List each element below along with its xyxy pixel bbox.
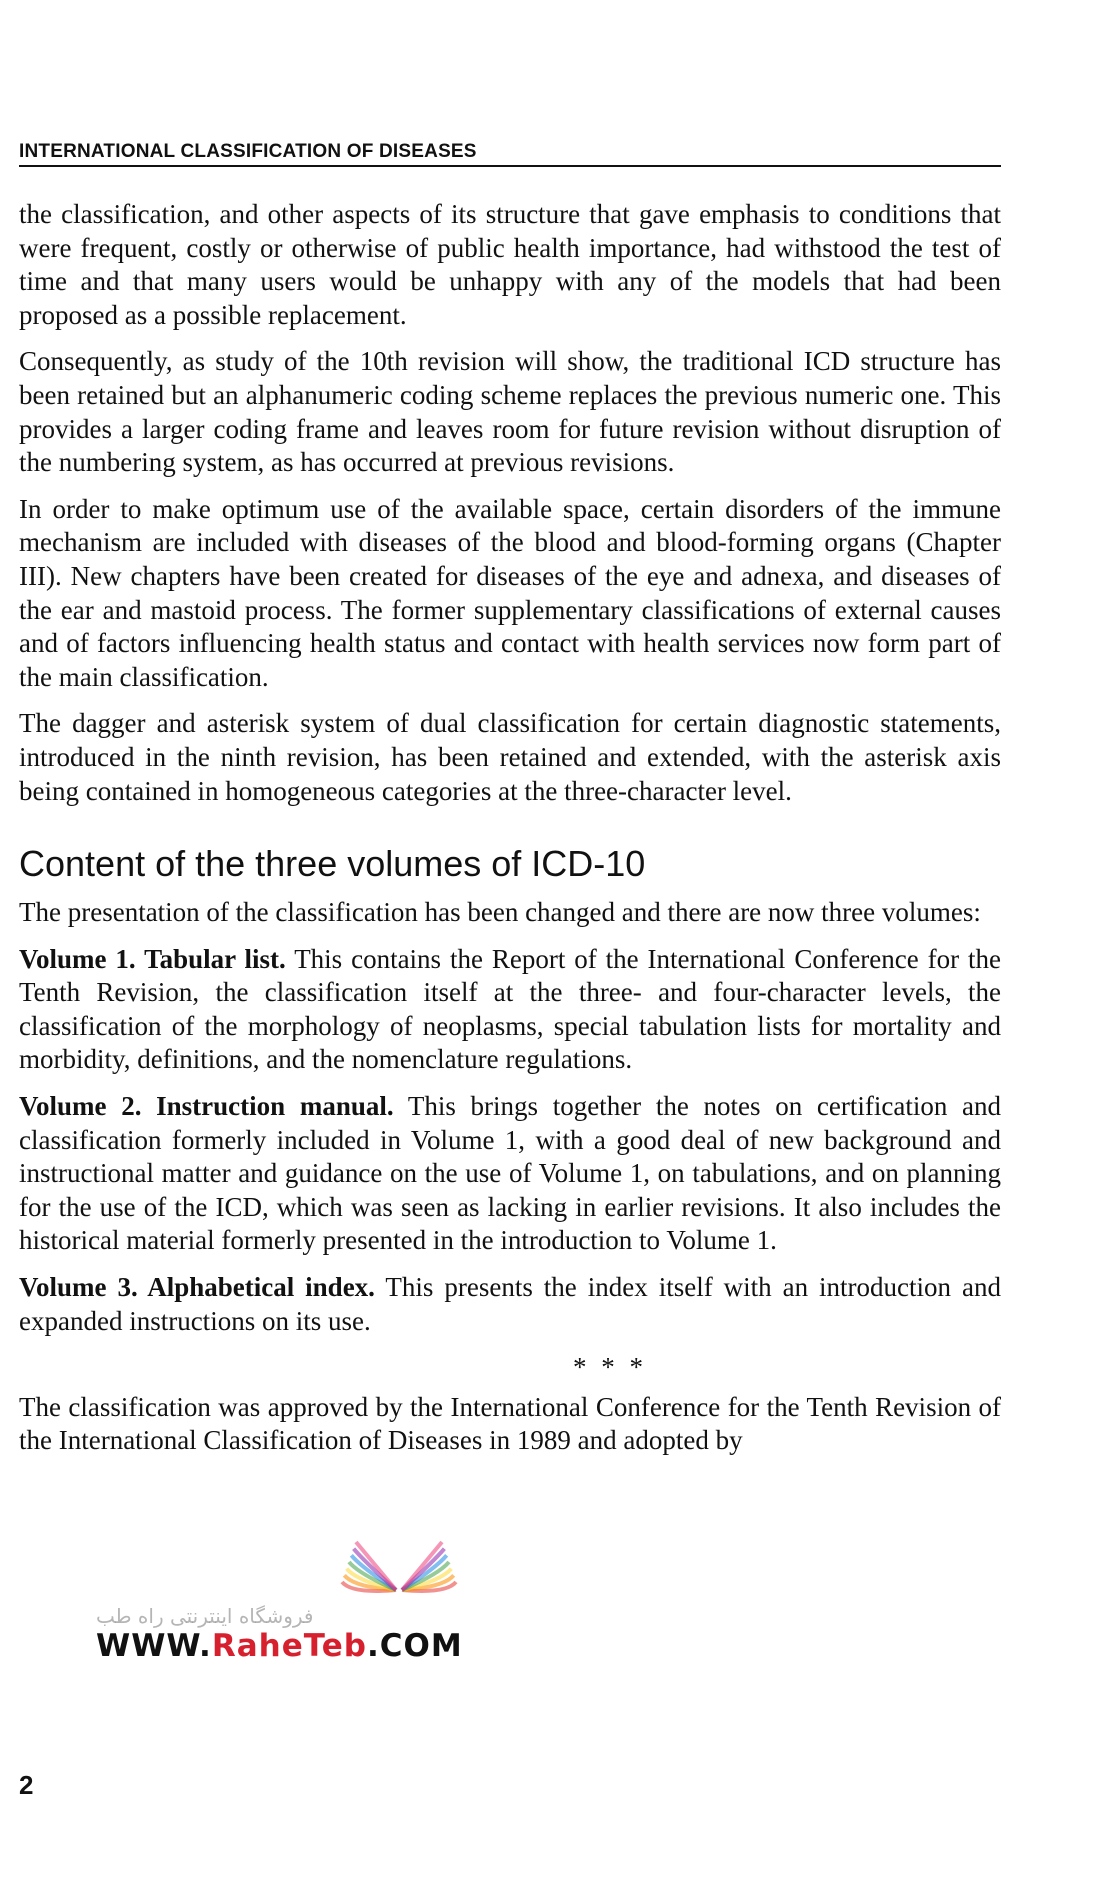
fan-stroke-right bbox=[402, 1562, 449, 1590]
volume-2-entry bbox=[19, 1090, 1001, 1258]
watermark-url-suffix: .COM bbox=[366, 1628, 463, 1664]
rahe-teb-watermark bbox=[96, 1512, 476, 1662]
volume-3-label: Volume 3. Alphabetical index. bbox=[19, 1272, 375, 1303]
fan-stroke-right bbox=[402, 1555, 447, 1590]
fan-stroke-left bbox=[347, 1569, 396, 1590]
section-intro: The presentation of the classification has been changed and there are now three volumes: bbox=[19, 897, 981, 928]
fan-stroke-left bbox=[354, 1549, 396, 1590]
fan-stroke-right bbox=[402, 1575, 454, 1590]
paragraph-3: In order to make optimum use of the available space, certain disorders of the immune mechanism are included with diseases of the blood and blood-forming organs (Chapter III). New chapters have been created for diseases of the eye and adnexa, and diseases of the ear and mastoid process. The former supplementary classifications of external causes and of factors influencing health status and contact with health services now form part of the main classification. bbox=[19, 493, 1001, 692]
book-fan-logo-icon bbox=[334, 1512, 464, 1602]
closing-paragraph: The classification was approved by the International Conference for the Tenth Revision of the International Classification of Diseases in 1989 and adopted by bbox=[19, 1391, 1001, 1456]
section-heading: Content of the three volumes of ICD-10 bbox=[19, 843, 646, 885]
fan-stroke-right bbox=[402, 1569, 451, 1590]
fan-stroke-left bbox=[356, 1542, 396, 1590]
volume-3-text: This presents the index itself with an introduction and expanded instructions on its use. bbox=[19, 1272, 1001, 1336]
body-text bbox=[19, 198, 1001, 1471]
fan-stroke-right bbox=[402, 1542, 442, 1590]
running-header: INTERNATIONAL CLASSIFICATION OF DISEASES bbox=[19, 141, 1001, 167]
watermark-url-prefix: WWW. bbox=[96, 1628, 212, 1664]
fan-stroke-left bbox=[349, 1562, 396, 1590]
fan-stroke-left bbox=[351, 1555, 396, 1590]
volume-3-entry bbox=[19, 1271, 1001, 1338]
volume-1-text: This contains the Report of the International Conference for the Tenth Revision, the classification itself at the three- and four-character levels, the classification of the morphology of neoplasms, special tabulation lists for mortality and morbidity, definitions, and the nomenclature regulations. bbox=[19, 943, 1001, 1075]
watermark-url-brand: RaheTeb bbox=[211, 1628, 367, 1664]
fan-stroke-right bbox=[402, 1582, 456, 1591]
fan-stroke-left bbox=[344, 1575, 396, 1590]
paragraph-4: The dagger and asterisk system of dual classification for certain diagnostic statements, introduced in the ninth revision, has been retained and extended, with the asterisk axis being contained in homogeneous categories at the three-character level. bbox=[19, 708, 1001, 806]
volume-2-text: This brings together the notes on certification and classification formerly included in Volume 1, with a good deal of new background and instructional matter and guidance on the use of Volume 1, on tabulations, and on planning for the use of the ICD, which was seen as lacking in earlier revisions. It also includes the historical material formerly presented in the introduction to Volume 1. bbox=[19, 1091, 1001, 1256]
page-number: 2 bbox=[19, 1770, 34, 1800]
fan-stroke-right bbox=[402, 1549, 444, 1590]
volume-1-label: Volume 1. Tabular list. bbox=[19, 943, 286, 974]
paragraph-1: the classification, and other aspects of its structure that gave emphasis to conditions that were frequent, costly or otherwise of public health importance, had withstood the test of time and that many users would be unhappy with any of the models that had been proposed as a possible replacement. bbox=[19, 199, 1001, 330]
fan-stroke-left bbox=[342, 1582, 396, 1591]
watermark-persian-text: فروشگاه اینترنتی راه طب bbox=[96, 1604, 314, 1628]
volume-1-entry bbox=[19, 943, 1001, 1077]
paragraph-2: Consequently, as study of the 10th revision will show, the traditional ICD structure has been retained but an alphanumeric coding scheme replaces the previous numeric one. This provides a larger coding frame and leaves room for future revision without disruption of the numbering system, as has occurred at previous revisions. bbox=[19, 346, 1001, 478]
volume-2-label: Volume 2. Instruction manual. bbox=[19, 1091, 394, 1122]
watermark-url bbox=[96, 1628, 463, 1664]
section-separator: * * * bbox=[573, 1352, 647, 1383]
